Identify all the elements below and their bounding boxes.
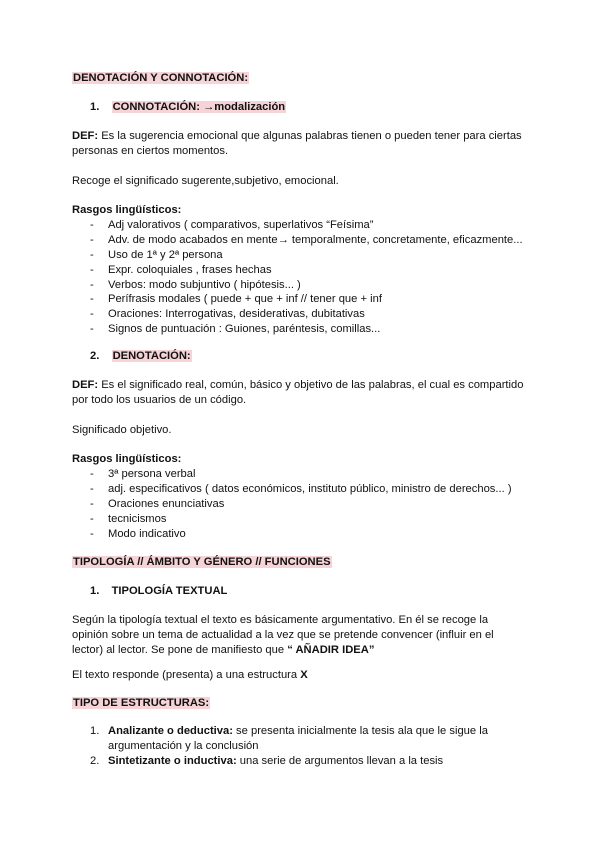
list-item-text: 3ª persona verbal xyxy=(108,468,196,480)
paragraph-line3: lector) al lector. Se pone de manifiesto que xyxy=(72,644,288,656)
denotacion-rasgos-list xyxy=(90,467,512,541)
dash-bullet: - xyxy=(90,512,94,525)
list-item xyxy=(90,233,523,248)
list-item-text: Signos de puntuación : Guiones, paréntesis, comillas... xyxy=(108,323,381,336)
def-text-line1: Es el significado real, común, básico y objetivo de las palabras, el cual es compartido xyxy=(98,379,524,391)
item-label: Sintetizante o inductiva: xyxy=(108,755,237,767)
list-item-text: Oraciones enunciativas xyxy=(108,497,225,510)
doc-title: DENOTACIÓN Y CONNOTACIÓN: xyxy=(73,72,249,84)
item-number: 1. xyxy=(90,725,100,737)
section-title: DENOTACIÓN: xyxy=(112,350,191,362)
list-item-text: Oraciones: Interrogativas, desiderativas, dubitativas xyxy=(108,308,365,321)
estructura-placeholder: X xyxy=(300,669,308,681)
estructuras-title: TIPO DE ESTRUCTURAS: xyxy=(73,697,210,709)
list-item xyxy=(90,322,523,337)
denotacion-definition xyxy=(72,378,532,408)
list-item xyxy=(90,307,523,322)
dash-bullet: - xyxy=(90,527,94,540)
tipologia-title: TIPOLOGÍA // ÁMBITO Y GÉNERO // FUNCIONES xyxy=(73,556,331,568)
list-item-text: Modo indicativo xyxy=(108,527,186,540)
def-text-line2: personas en ciertos momentos. xyxy=(72,145,229,157)
list-item xyxy=(90,467,512,482)
section-title: TIPOLOGÍA TEXTUAL xyxy=(111,585,228,597)
denotacion-significado: Significado objetivo. xyxy=(72,424,172,436)
list-item-text: Perífrasis modales ( puede + que + inf // tener que + inf xyxy=(108,293,382,306)
rasgos-label: Rasgos lingüísticos: xyxy=(72,204,182,216)
def-text-line1: Es la sugerencia emocional que algunas palabras tienen o pueden tener para ciertas xyxy=(98,130,522,142)
list-item-text: tecnicismos xyxy=(108,512,167,525)
section-connotacion-heading xyxy=(90,100,550,115)
list-item-text: Uso de 1ª y 2ª persona xyxy=(108,248,223,261)
list-item xyxy=(90,292,523,307)
dash-bullet: - xyxy=(90,468,94,480)
dash-bullet: - xyxy=(90,482,94,495)
list-item xyxy=(90,512,512,527)
dash-bullet: - xyxy=(90,278,94,291)
connotacion-rasgos-list xyxy=(90,218,523,337)
list-item xyxy=(90,278,523,293)
dash-bullet: - xyxy=(90,248,94,261)
section-number: 1. xyxy=(90,101,100,113)
estructura-line: El texto responde (presenta) a una estructura X xyxy=(72,669,308,681)
dash-bullet: - xyxy=(90,219,94,231)
list-item xyxy=(90,218,523,233)
dash-bullet: - xyxy=(90,263,94,276)
def-label: DEF: xyxy=(72,379,99,391)
list-item-text: Expr. coloquiales , frases hechas xyxy=(108,263,272,276)
section-number: 2. xyxy=(90,350,100,362)
estructura-item xyxy=(90,724,508,754)
item-number: 2. xyxy=(90,755,100,767)
estructuras-list xyxy=(90,724,508,769)
item-text: se presenta inicialmente la tesis ala que le sigue la argumentación y la conclusión xyxy=(108,725,488,752)
list-item xyxy=(90,263,523,278)
estructura-item xyxy=(90,754,508,769)
item-label: Analizante o deductiva: xyxy=(108,725,233,737)
section-number: 1. xyxy=(90,585,100,597)
def-label: DEF: xyxy=(72,130,99,142)
list-item xyxy=(90,497,512,512)
dash-bullet: - xyxy=(90,497,94,510)
list-item xyxy=(90,482,512,497)
section-tipologia-heading xyxy=(90,584,550,599)
list-item xyxy=(90,527,512,542)
list-item-text: adj. especificativos ( datos económicos, instituto público, ministro de derechos... ) xyxy=(108,482,512,495)
list-item-text: Adj valorativos ( comparativos, superlativos “Feísima” xyxy=(108,219,374,231)
list-item-text: Verbos: modo subjuntivo ( hipótesis... ) xyxy=(108,278,301,291)
section-denotacion-heading xyxy=(90,349,550,364)
rasgos-label: Rasgos lingüísticos: xyxy=(72,453,182,465)
dash-bullet: - xyxy=(90,308,94,321)
connotacion-definition xyxy=(72,129,532,159)
item-text: una serie de argumentos llevan a la tesis xyxy=(236,755,444,767)
list-item xyxy=(90,248,523,263)
list-item-text: Adv. de modo acabados en mente→ temporalmente, concretamente, eficazmente... xyxy=(108,233,523,246)
def-text-line2: por todo los usuarios de un código. xyxy=(72,394,247,406)
paragraph-line1: Según la tipología textual el texto es básicamente argumentativo. En él se recoge la xyxy=(72,614,489,626)
dash-bullet: - xyxy=(90,323,94,336)
dash-bullet: - xyxy=(90,233,94,246)
connotacion-recoge: Recoge el significado sugerente,subjetivo, emocional. xyxy=(72,175,339,187)
dash-bullet: - xyxy=(90,293,94,306)
add-idea-placeholder: “ AÑADIR IDEA” xyxy=(287,644,375,656)
tipologia-paragraph xyxy=(72,613,532,658)
section-title: CONNOTACIÓN: →modalización xyxy=(112,101,286,113)
paragraph-line2: opinión sobre un tema de actualidad a la vez que se pretende convencer (influir en el xyxy=(72,629,494,641)
